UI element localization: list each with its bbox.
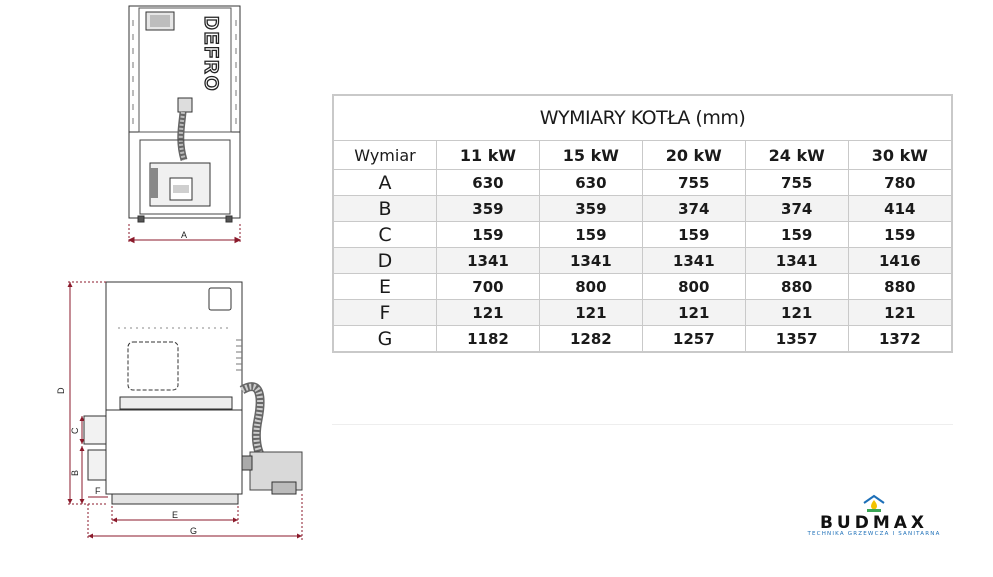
- table-row: [333, 326, 952, 353]
- table-cell: 121: [848, 300, 952, 326]
- table-cell: 121: [437, 300, 540, 326]
- table-header-row: [333, 141, 952, 170]
- table-cell: 1341: [539, 248, 642, 274]
- table-title: WYMIARY KOTŁA (mm): [333, 95, 952, 141]
- row-label: F: [333, 300, 437, 326]
- logo-wordmark: BUDMAX: [819, 513, 929, 533]
- table-cell: 1282: [539, 326, 642, 353]
- header-11kw: 11 kW: [437, 141, 540, 170]
- table-cell: 880: [848, 274, 952, 300]
- table-row: [333, 274, 952, 300]
- table-cell: 1341: [745, 248, 848, 274]
- header-30kw: 30 kW: [848, 141, 952, 170]
- row-label: B: [333, 196, 437, 222]
- row-label: D: [333, 248, 437, 274]
- dim-label-d: D: [56, 387, 66, 394]
- svg-text:DEFRO: DEFRO: [200, 16, 221, 93]
- table-cell: 159: [642, 222, 745, 248]
- table-cell: 1341: [437, 248, 540, 274]
- header-15kw: 15 kW: [539, 141, 642, 170]
- table-cell: 121: [642, 300, 745, 326]
- row-label: C: [333, 222, 437, 248]
- table-cell: 359: [539, 196, 642, 222]
- table-cell: 800: [642, 274, 745, 300]
- dimensions-table: [332, 94, 953, 353]
- row-label: E: [333, 274, 437, 300]
- table-cell: 374: [642, 196, 745, 222]
- table-cell: 121: [745, 300, 848, 326]
- table-cell: 800: [539, 274, 642, 300]
- dim-label-b: B: [70, 469, 80, 476]
- header-wymiar: Wymiar: [333, 141, 437, 170]
- dim-label-a: A: [181, 230, 188, 240]
- table-cell: 159: [848, 222, 952, 248]
- table-cell: 1341: [642, 248, 745, 274]
- table-cell: 159: [437, 222, 540, 248]
- front-view-drawing: [129, 6, 240, 222]
- table-cell: 1416: [848, 248, 952, 274]
- dim-label-e: E: [172, 510, 179, 520]
- row-label: A: [333, 170, 437, 196]
- table-cell: 359: [437, 196, 540, 222]
- table-row: [333, 248, 952, 274]
- dim-label-f: F: [95, 486, 101, 496]
- dim-label-g: G: [190, 526, 198, 536]
- table-cell: 1257: [642, 326, 745, 353]
- table-cell: 755: [745, 170, 848, 196]
- table-row: [333, 170, 952, 196]
- table-cell: 1357: [745, 326, 848, 353]
- dim-label-c: C: [70, 427, 80, 434]
- table-cell: 414: [848, 196, 952, 222]
- budmax-logo: [786, 493, 962, 543]
- table-cell: 780: [848, 170, 952, 196]
- table-cell: 880: [745, 274, 848, 300]
- table-row: [333, 196, 952, 222]
- table-cell: 630: [539, 170, 642, 196]
- table-cell: 159: [539, 222, 642, 248]
- header-24kw: 24 kW: [745, 141, 848, 170]
- brand-vertical-label: [200, 16, 221, 93]
- table-cell: 159: [745, 222, 848, 248]
- row-label: G: [333, 326, 437, 353]
- table-cell: 1372: [848, 326, 952, 353]
- table-cell: 755: [642, 170, 745, 196]
- table-cell: 700: [437, 274, 540, 300]
- table-row: [333, 222, 952, 248]
- table-cell: 1182: [437, 326, 540, 353]
- table-cell: 121: [539, 300, 642, 326]
- separator-line: [332, 424, 953, 425]
- side-view-drawing: [84, 282, 302, 504]
- table-row: [333, 300, 952, 326]
- table-cell: 630: [437, 170, 540, 196]
- house-drop-icon: [786, 493, 962, 515]
- table-cell: 374: [745, 196, 848, 222]
- logo-tagline: TECHNIKA GRZEWCZA I SANITARNA: [807, 531, 941, 537]
- header-20kw: 20 kW: [642, 141, 745, 170]
